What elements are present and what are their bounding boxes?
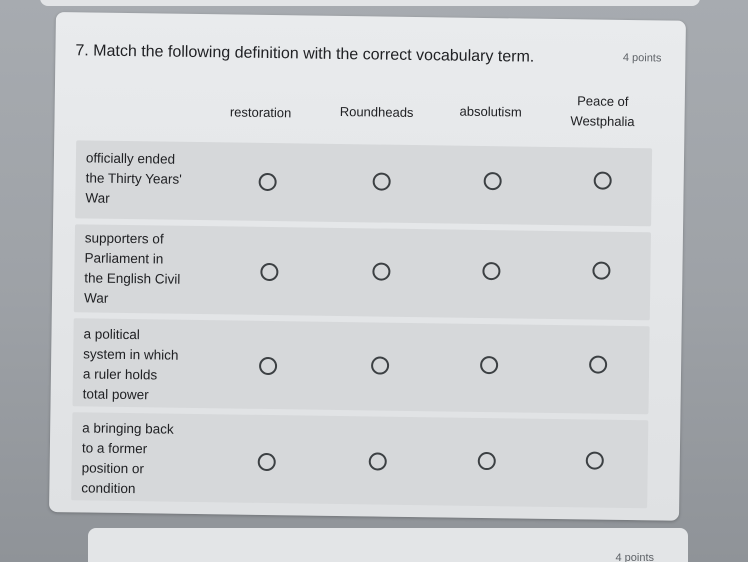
row-label-line: War: [85, 190, 110, 206]
row-label-line: officially ended: [85, 150, 176, 167]
next-question-points: 4 points: [615, 552, 654, 562]
radio-row1-restoration[interactable]: [259, 173, 277, 191]
radio-row2-peace-of-westphalia[interactable]: [592, 262, 610, 280]
radio-row1-absolutism[interactable]: [484, 172, 502, 190]
grid-row-1: [75, 140, 652, 226]
row-label-line: supporters of: [84, 230, 164, 247]
previous-question-card: [40, 0, 700, 6]
row-label-line: system in which: [83, 346, 179, 363]
radio-row2-roundheads[interactable]: [372, 262, 390, 280]
question-title: 7. Match the following definition with the correct vocabulary term.: [75, 42, 535, 66]
row-label-line: Parliament in: [84, 250, 164, 267]
row-label: [83, 324, 204, 406]
row-label-line: to a former: [81, 440, 148, 457]
radio-row1-peace-of-westphalia[interactable]: [594, 172, 612, 190]
row-label-line: War: [83, 290, 109, 306]
column-header-label: restoration: [229, 104, 292, 121]
row-label-line: a bringing back: [82, 420, 174, 437]
row-label: [81, 418, 202, 500]
column-header-restoration: [200, 102, 320, 124]
radio-row3-peace-of-westphalia[interactable]: [589, 355, 607, 373]
column-header-label: Roundheads: [339, 103, 414, 121]
row-label-line: the Thirty Years': [85, 170, 182, 187]
next-question-card: [88, 528, 688, 562]
row-label-line: a political: [83, 326, 140, 343]
grid-row-4: [71, 412, 648, 508]
radio-row4-absolutism[interactable]: [478, 452, 496, 470]
radio-row3-absolutism[interactable]: [480, 356, 498, 374]
row-label-line: total power: [82, 386, 149, 403]
grid-row-2: [74, 224, 651, 320]
row-label-line: the English Civil: [84, 270, 181, 287]
radio-row2-absolutism[interactable]: [482, 262, 500, 280]
row-label: [85, 148, 206, 210]
row-label-line: condition: [81, 480, 136, 497]
radio-row3-roundheads[interactable]: [371, 356, 389, 374]
column-header-peace-of-westphalia: [542, 91, 663, 133]
radio-row3-restoration[interactable]: [259, 357, 277, 375]
column-header-label: absolutism: [459, 103, 522, 120]
question-card: [49, 12, 686, 521]
column-header-label-line1: Peace of: [577, 93, 629, 110]
radio-row4-restoration[interactable]: [258, 453, 276, 471]
row-label: [84, 228, 205, 310]
question-points: 4 points: [622, 51, 662, 65]
column-header-absolutism: [431, 101, 551, 123]
radio-row1-roundheads[interactable]: [373, 172, 391, 190]
row-label-line: position or: [81, 460, 145, 477]
radio-row2-restoration[interactable]: [260, 263, 278, 281]
radio-row4-roundheads[interactable]: [369, 452, 387, 470]
radio-row4-peace-of-westphalia[interactable]: [586, 451, 604, 469]
grid-row-3: [72, 318, 649, 414]
column-header-roundheads: [316, 102, 436, 124]
row-label-line: a ruler holds: [82, 366, 158, 383]
column-header-label-line2: Westphalia: [570, 113, 635, 130]
